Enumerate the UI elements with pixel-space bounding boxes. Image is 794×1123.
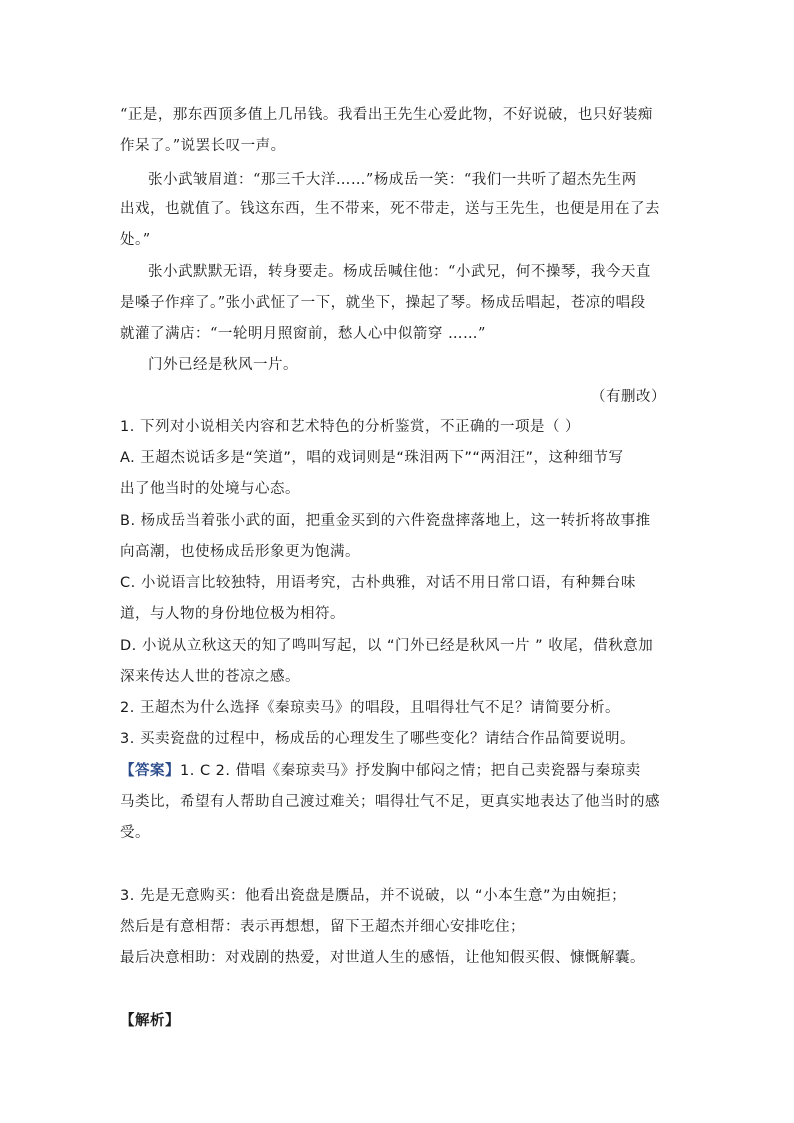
option-a-line-1: A. 王超杰说话多是“笑道”，唱的戏词则是“珠泪两下”“两泪汪”，这种细节写 xyxy=(120,450,624,466)
answer-label: 【答案】 xyxy=(120,763,180,779)
question-2: 2. 王超杰为什么选择《秦琼卖马》的唱段，且唱得壮气不足？请简要分析。 xyxy=(120,700,620,716)
edit-note: （有删改） xyxy=(591,389,666,405)
answer-3-line-1: 3. 先是无意购买：他看出瓷盘是赝品，并不说破，以 “小本生意”为由婉拒； xyxy=(120,888,627,904)
analysis-label: 【解析】 xyxy=(120,1013,180,1029)
question-3: 3. 买卖瓷盘的过程中，杨成岳的心理发生了哪些变化？请结合作品简要说明。 xyxy=(120,731,635,747)
answer-line-2: 马类比，希望有人帮助自己渡过难关；唱得壮气不足，更真实地表达了他当时的感 xyxy=(120,794,660,810)
option-d-line-2: 深来传达人世的苍凉之感。 xyxy=(120,669,300,685)
story-line-3: 张小武皱眉道：“那三千大洋……”杨成岳一笑：“我们一共听了超杰先生两 xyxy=(148,172,637,188)
story-line-5: 处。” xyxy=(120,232,151,248)
story-line-6: 张小武默默无语，转身要走。杨成岳喊住他：“小武兄，何不操琴，我今天直 xyxy=(148,264,651,280)
answer-line-1-text: 1. C 2. 借唱《秦琼卖马》抒发胸中郁闷之情；把自己卖瓷器与秦琼卖 xyxy=(180,763,641,779)
story-line-4: 出戏，也就值了。钱这东西，生不带来，死不带走，送与王先生，也便是用在了去 xyxy=(120,201,660,217)
story-line-9: 门外已经是秋风一片。 xyxy=(148,357,298,373)
story-line-8: 就灌了满店：“一轮明月照窗前，愁人心中似箭穿 ……” xyxy=(120,326,486,342)
answer-line-1 xyxy=(120,759,641,780)
option-a-line-2: 出了他当时的处境与心态。 xyxy=(120,481,300,497)
story-line-7: 是嗓子作痒了。”张小武怔了一下，就坐下，操起了琴。杨成岳唱起，苍凉的唱段 xyxy=(120,295,646,311)
answer-3-line-3: 最后决意相助：对戏剧的热爱，对世道人生的感悟，让他知假买假、慷慨解囊。 xyxy=(120,950,645,966)
story-line-1: “正是，那东西顶多值上几吊钱。我看出王先生心爱此物，不好说破，也只好装痴 xyxy=(120,107,653,123)
option-d-line-1: D. 小说从立秋这天的知了鸣叫写起，以 “门外已经是秋风一片 ” 收尾，借秋意加 xyxy=(120,638,654,654)
option-b-line-2: 向高潮，也使杨成岳形象更为饱满。 xyxy=(120,544,360,560)
question-1: 1. 下列对小说相关内容和艺术特色的分析鉴赏，不正确的一项是（ ） xyxy=(120,419,581,435)
option-b-line-1: B. 杨成岳当着张小武的面，把重金买到的六件瓷盘摔落地上，这一转折将故事推 xyxy=(120,513,651,529)
story-line-2: 作呆了。”说罢长叹一声。 xyxy=(120,138,286,154)
option-c-line-1: C. 小说语言比较独特，用语考究，古朴典雅，对话不用日常口语，有种舞台味 xyxy=(120,575,636,591)
answer-3-line-2: 然后是有意相帮：表示再想想，留下王超杰并细心安排吃住； xyxy=(120,919,525,935)
answer-line-3: 受。 xyxy=(120,825,150,841)
option-c-line-2: 道，与人物的身份地位极为相符。 xyxy=(120,606,345,622)
